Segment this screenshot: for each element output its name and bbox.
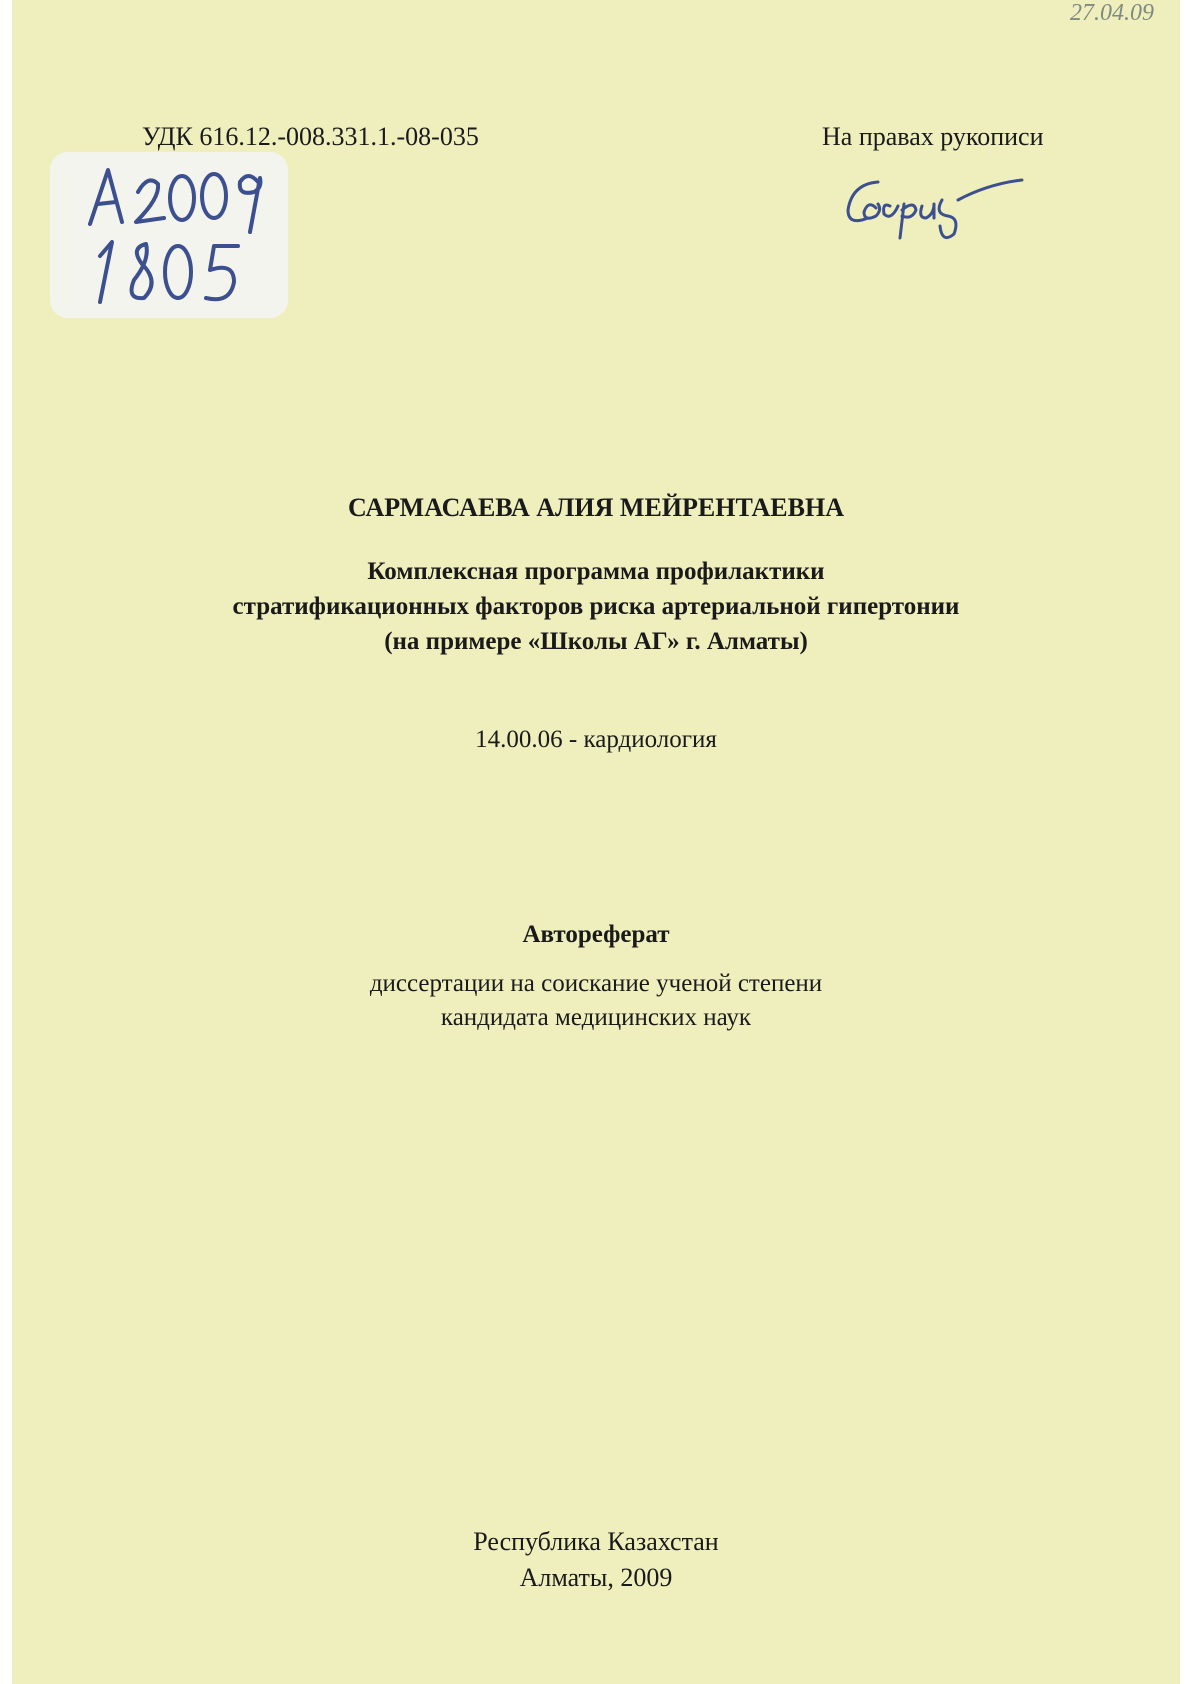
- degree-line-1: диссертации на соискание ученой степени: [369, 970, 823, 997]
- title-line-2: стратификационных факторов риска артериальной гипертонии: [232, 593, 960, 620]
- title-line-1: Комплексная программа профилактики: [367, 558, 825, 585]
- title-line-3: (на примере «Школы АГ» г. Алматы): [384, 628, 808, 655]
- udc-code: УДК 616.12.-008.331.1.-08-035: [142, 122, 479, 151]
- author-name: САРМАСАЕВА АЛИЯ МЕЙРЕНТАЕВНА: [348, 493, 844, 522]
- document-page: [12, 0, 1180, 1684]
- specialty-code: 14.00.06 - кардиология: [475, 726, 717, 753]
- document-type: Автореферат: [522, 921, 670, 948]
- archive-number-handwriting: [50, 152, 288, 318]
- country: Республика Казахстан: [473, 1527, 719, 1556]
- city-year: Алматы, 2009: [519, 1563, 673, 1592]
- manuscript-rights: На правах рукописи: [822, 122, 1044, 151]
- archive-sticker: [50, 152, 288, 318]
- degree-line-2: кандидата медицинских наук: [440, 1004, 752, 1031]
- stamp-date: 27.04.09: [1070, 0, 1154, 26]
- signature: [838, 160, 1028, 250]
